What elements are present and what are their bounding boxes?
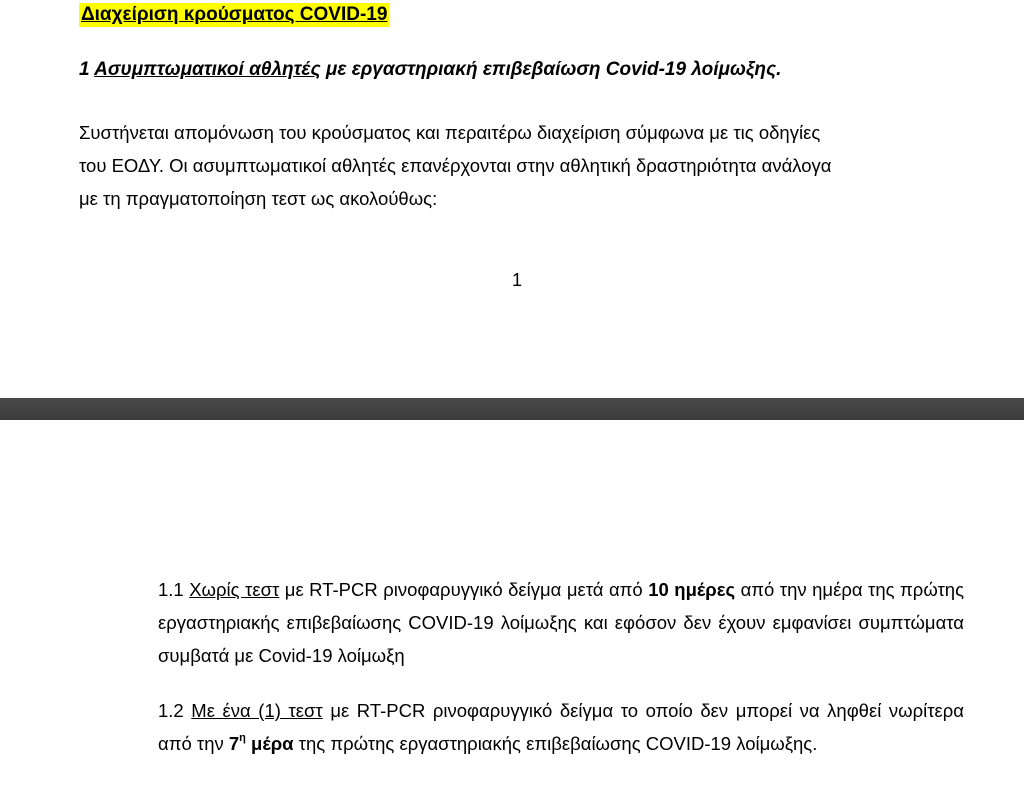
item-1-2-bold-num: 7 xyxy=(228,733,240,754)
document-heading: Διαχείριση κρούσματος COVID-19 xyxy=(81,4,388,25)
item-1-2-number: 1.2 xyxy=(158,700,184,721)
section-1-number: 1 xyxy=(79,59,90,80)
item-1-1-number: 1.1 xyxy=(158,579,184,600)
item-1-2-text-b: της πρώτης εργαστηριακής επιβεβαίωσης COVID-19 λοίμωξης. xyxy=(293,733,818,754)
section-1-title-rest: με εργαστηριακή επιβεβαίωση Covid-19 λοίμωξης. xyxy=(320,59,782,80)
item-1-1-underlined: Χωρίς τεστ xyxy=(189,579,280,600)
page-separator xyxy=(0,398,1024,420)
item-1-2 xyxy=(158,694,964,760)
intro-line: Συστήνεται απομόνωση του κρούσματος και περαιτέρω διαχείριση σύμφωνα με τις οδηγίες xyxy=(79,122,821,143)
item-1-1-text-b: από την ημέρα της πρώτης εργαστηριακής επιβεβαίωσης COVID-19 λοίμωξης και εφόσον δεν έχουν εμφανίσει συμπτώματα συμβατά με Covid-19 λοίμωξη xyxy=(158,579,965,666)
document-page-1 xyxy=(0,0,1024,398)
item-1-2-bold-word: μέρα xyxy=(245,733,294,754)
intro-line: με τη πραγματοποίηση τεστ ως ακολούθως: xyxy=(79,188,438,209)
section-1-title-underlined: Ασυμπτωματικοί αθλητές xyxy=(94,59,321,80)
item-1-2-bold-sup: η xyxy=(239,732,246,744)
item-1-2-bold xyxy=(229,733,294,754)
item-1-1-text-a: με RT-PCR ρινοφαρυγγικό δείγμα μετά από xyxy=(279,579,649,600)
intro-paragraph xyxy=(79,116,979,215)
section-1-title xyxy=(79,58,781,82)
item-1-2-underlined: Με ένα (1) τεστ xyxy=(191,700,323,721)
item-1-2-text-a: με RT-PCR ρινοφαρυγγικό δείγμα το οποίο δεν μπορεί να ληφθεί νωρίτερα από την xyxy=(158,700,965,754)
intro-line: του ΕΟΔΥ. Οι ασυμπτωματικοί αθλητές επανέρχονται στην αθλητική δραστηριότητα ανάλογα xyxy=(79,155,832,176)
page-number: 1 xyxy=(512,270,523,290)
item-1-1-bold: 10 ημέρες xyxy=(648,579,736,600)
item-1-1 xyxy=(158,573,964,672)
